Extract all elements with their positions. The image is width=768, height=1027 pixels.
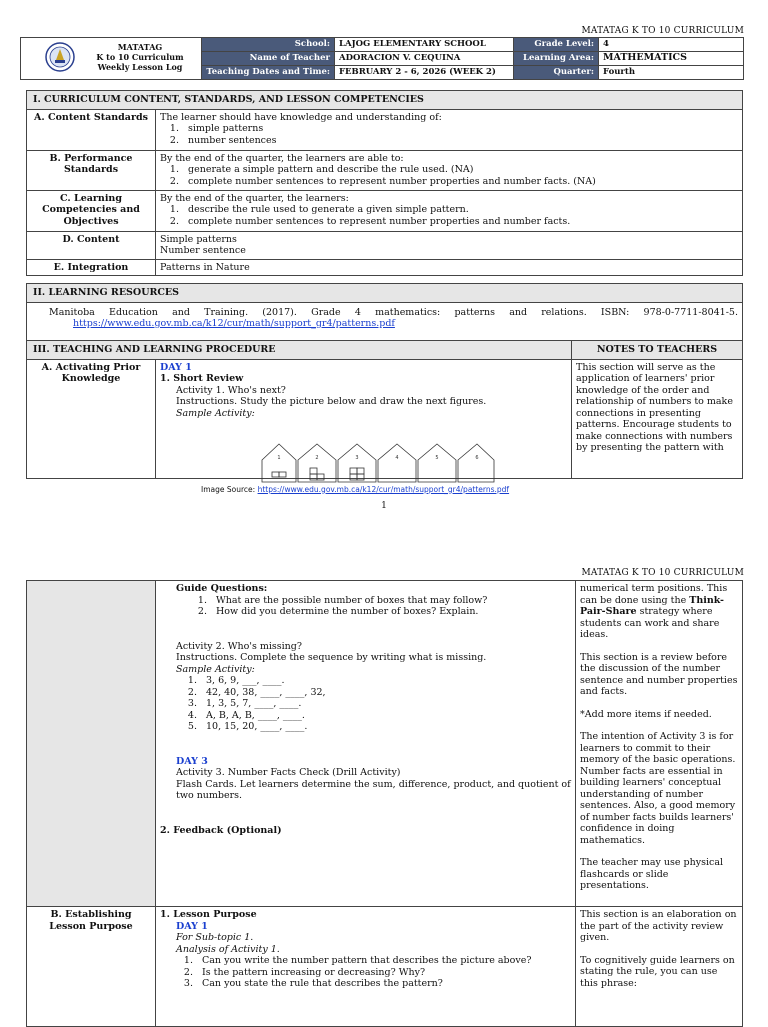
continued-activity-cell bbox=[156, 581, 576, 907]
short-review-label: 1. Short Review bbox=[160, 373, 244, 384]
instructions1: Instructions. Study the picture below and draw the next figures. bbox=[176, 396, 487, 407]
competencies-intro: By the end of the quarter, the learners: bbox=[160, 192, 349, 204]
page-number: 1 bbox=[381, 501, 387, 511]
list-item: 1. Can you write the number pattern that describes the picture above? bbox=[196, 955, 571, 967]
image-source bbox=[201, 484, 509, 496]
continued-label-cell bbox=[27, 581, 156, 907]
competencies-label: C. Learning Competencies and Objectives bbox=[27, 190, 156, 231]
house-number: 2 bbox=[315, 454, 319, 461]
list-item: 1. simple patterns bbox=[182, 123, 738, 135]
feedback-label: 2. Feedback (Optional) bbox=[160, 824, 282, 836]
header-title-line3: Weekly Lesson Log bbox=[97, 62, 183, 72]
quarter-label: Quarter: bbox=[514, 66, 599, 80]
curriculum-tag-page2: MATATAG K TO 10 CURRICULUM bbox=[581, 568, 744, 578]
section3-title: III. TEACHING AND LEARNING PROCEDURE bbox=[27, 341, 572, 360]
notes-flashcards: The teacher may use physical flashcards or slide presentations. bbox=[580, 857, 724, 891]
analysis-label: Analysis of Activity 1. bbox=[176, 943, 280, 955]
list-item: 2. How did you determine the number of boxes? Explain. bbox=[210, 606, 571, 618]
section-curriculum bbox=[26, 90, 743, 276]
day3-label: DAY 3 bbox=[176, 755, 208, 767]
performance-standards-cell bbox=[156, 150, 743, 190]
day-label: DAY 1 bbox=[160, 361, 192, 373]
house-number: 4 bbox=[395, 454, 399, 461]
header-title-line2: K to 10 Curriculum bbox=[96, 52, 184, 62]
list-item: 2. number sentences bbox=[182, 135, 738, 147]
competencies-cell bbox=[156, 190, 743, 231]
grade-label: Grade Level: bbox=[514, 38, 599, 52]
area-label: Learning Area: bbox=[514, 52, 599, 66]
guide-questions-title: Guide Questions: bbox=[176, 583, 268, 594]
grade-value: 4 bbox=[599, 38, 744, 52]
list-item: 1. describe the rule used to generate a given simple pattern. bbox=[182, 204, 738, 216]
establishing-notes-cell bbox=[576, 907, 743, 1027]
integration-value: Patterns in Nature bbox=[156, 259, 743, 276]
subtopic-label: For Sub-topic 1. bbox=[176, 932, 254, 943]
content-standards-label: A. Content Standards bbox=[27, 109, 156, 150]
section1-title: I. CURRICULUM CONTENT, STANDARDS, AND LESSON COMPETENCIES bbox=[27, 91, 743, 110]
list-item: 2. Is the pattern increasing or decreasing? Why? bbox=[196, 967, 571, 979]
teacher-label: Name of Teacher bbox=[202, 52, 335, 66]
house-number: 6 bbox=[475, 454, 479, 461]
list-item: 3. Can you state the rule that describes the pattern? bbox=[196, 978, 571, 990]
section-procedure-continued bbox=[26, 580, 743, 1027]
notes-cell: This section will serve as the application of learners' prior knowledge of the order and relationship of numbers to make connections in presenting patterns. Encourage students to make connections with numbers by presenting the pattern with bbox=[572, 359, 743, 478]
list-item: 3. 1, 3, 5, 7, ____, ____. bbox=[200, 698, 571, 710]
list-item: 5. 10, 15, 20, ____, ____. bbox=[200, 721, 571, 733]
list-item: 2. complete number sentences to represent number properties and number facts. (NA) bbox=[182, 176, 738, 188]
teacher-value: ADORACION V. CEQUINA bbox=[335, 52, 514, 66]
school-value: LAJOG ELEMENTARY SCHOOL bbox=[335, 38, 514, 52]
list-item: 4. A, B, A, B, ____, ____. bbox=[200, 710, 571, 722]
house-number: 5 bbox=[435, 454, 439, 461]
header-title-cell bbox=[21, 38, 202, 80]
integration-label: E. Integration bbox=[27, 259, 156, 276]
notes-guide-rule: To cognitively guide learners on stating the rule, you can use this phrase: bbox=[580, 954, 735, 989]
instructions2: Instructions. Complete the sequence by writing what is missing. bbox=[176, 652, 487, 663]
section-procedure bbox=[26, 340, 743, 494]
content-line: Simple patterns bbox=[160, 233, 237, 245]
image-source-link[interactable]: https://www.edu.gov.mb.ca/k12/cur/math/support_gr4/patterns.pdf bbox=[257, 484, 510, 494]
notes-think-pair-share: numerical term positions. This can be done using the Think-Pair-Share strategy where students can work and share ideas. bbox=[580, 583, 728, 640]
deped-seal-icon bbox=[45, 42, 75, 72]
header-table bbox=[20, 37, 744, 80]
list-item: 2. 42, 40, 38, ____, ____, 32, bbox=[200, 687, 571, 699]
performance-standards-label: B. Performance Standards bbox=[27, 150, 156, 190]
house-number: 3 bbox=[355, 454, 359, 461]
resource-cell bbox=[27, 302, 743, 341]
sample-label: Sample Activity: bbox=[176, 407, 255, 419]
header-title-line1: MATATAG bbox=[117, 42, 163, 52]
activating-label: A. Activating Prior Knowledge bbox=[27, 359, 156, 478]
activity2-label: Activity 2. Who's missing? bbox=[176, 640, 302, 652]
school-label: School: bbox=[202, 38, 335, 52]
dates-value: FEBRUARY 2 - 6, 2026 (WEEK 2) bbox=[335, 66, 514, 80]
list-item: 1. What are the possible number of boxes that may follow? bbox=[210, 595, 571, 607]
content-label: D. Content bbox=[27, 231, 156, 259]
list-item: 2. complete number sentences to represent number properties and number facts. bbox=[182, 216, 738, 228]
curriculum-tag: MATATAG K TO 10 CURRICULUM bbox=[581, 26, 744, 36]
area-value: MATHEMATICS bbox=[599, 52, 744, 66]
list-item: 1. 3, 6, 9, ___, ____. bbox=[200, 675, 571, 687]
section2-title: II. LEARNING RESOURCES bbox=[27, 284, 743, 303]
lesson-purpose-label: 1. Lesson Purpose bbox=[160, 909, 257, 920]
content-line: Number sentence bbox=[160, 245, 246, 256]
content-standards-intro: The learner should have knowledge and understanding of: bbox=[160, 111, 442, 123]
houses-pattern-figure bbox=[260, 438, 496, 484]
section-resources bbox=[26, 283, 743, 342]
notes-review: This section is a review before the discussion of the number sentence and number properties and facts. bbox=[580, 651, 738, 697]
notes-activity3: The intention of Activity 3 is for learners to commit to their memory of the basic operations. Number facts are essential in building learners' conceptual understanding of number sentences. Also, a good memory of number facts builds learners' confidence in doing mathematics. bbox=[580, 731, 736, 846]
notes-elaboration: This section is an elaboration on the part of the activity review given. bbox=[580, 909, 737, 943]
resource-citation: Manitoba Education and Training. (2017). Grade 4 mathematics: patterns and relations. ISBN: 978-0-7711-8041-5. bbox=[49, 306, 738, 318]
activating-cell bbox=[156, 359, 572, 494]
notes-title: NOTES TO TEACHERS bbox=[572, 341, 743, 360]
notes-add-items: *Add more items if needed. bbox=[580, 708, 712, 720]
performance-intro: By the end of the quarter, the learners are able to: bbox=[160, 152, 404, 164]
dates-label: Teaching Dates and Time: bbox=[202, 66, 335, 80]
content-cell bbox=[156, 231, 743, 259]
house-number: 1 bbox=[277, 454, 281, 461]
content-standards-cell bbox=[156, 109, 743, 150]
establishing-purpose-cell bbox=[156, 907, 576, 1027]
flash-cards-text: Flash Cards. Let learners determine the sum, difference, product, and quotient of two numbers. bbox=[176, 778, 571, 801]
list-item: 1. generate a simple pattern and describe the rule used. (NA) bbox=[182, 164, 738, 176]
activity1-label: Activity 1. Who's next? bbox=[176, 384, 286, 396]
continued-notes-cell bbox=[576, 581, 743, 907]
establishing-purpose-label: B. Establishing Lesson Purpose bbox=[27, 907, 156, 1027]
resource-link[interactable]: https://www.edu.gov.mb.ca/k12/cur/math/support_gr4/patterns.pdf bbox=[73, 318, 395, 329]
day1-label: DAY 1 bbox=[176, 920, 208, 932]
image-source-label: Image Source: bbox=[201, 484, 256, 494]
sample-label-2: Sample Activity: bbox=[176, 663, 255, 675]
activity3-label: Activity 3. Number Facts Check (Drill Activity) bbox=[176, 767, 401, 778]
quarter-value: Fourth bbox=[599, 66, 744, 80]
